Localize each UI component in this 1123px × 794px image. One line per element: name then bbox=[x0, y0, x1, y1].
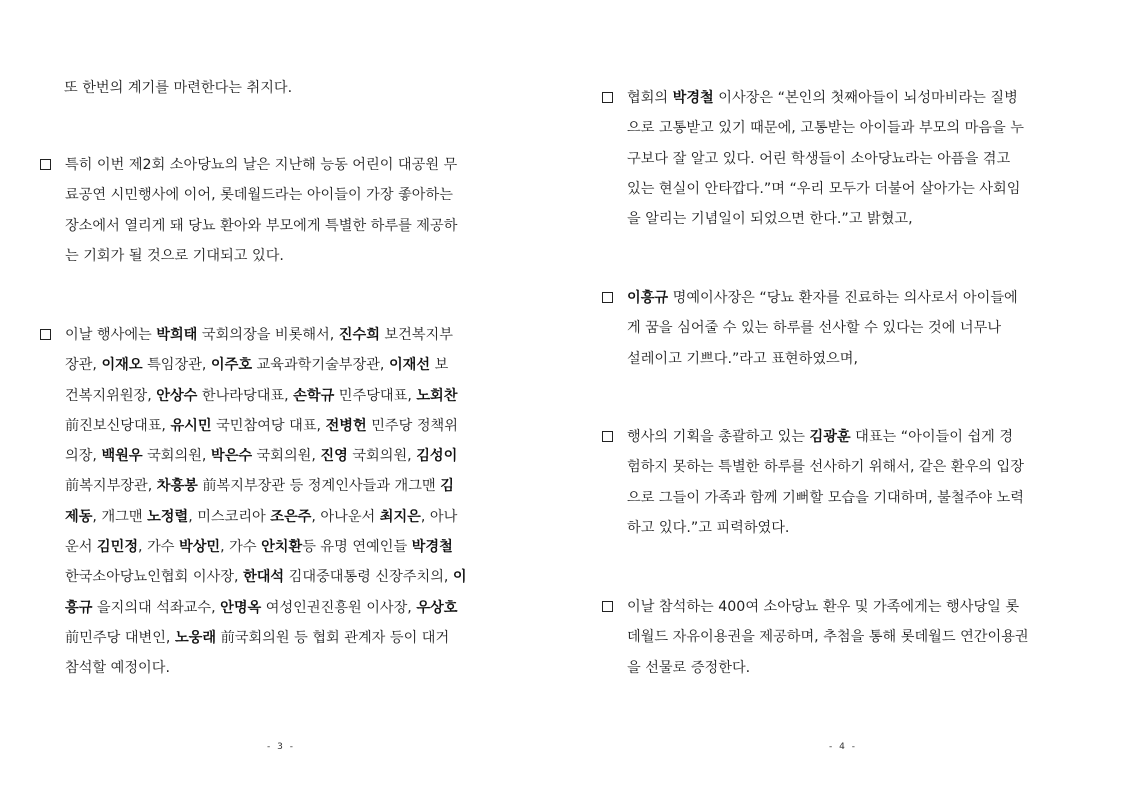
text-line bbox=[65, 471, 522, 501]
text-segment: 을지의대 석좌교수, bbox=[92, 599, 221, 616]
text-line bbox=[65, 502, 522, 532]
text-line: 특히 이번 제2회 소아당뇨의 날은 지난해 능동 어린이 대공원 무 bbox=[65, 157, 458, 173]
text-segment: , 미스코리아 bbox=[188, 508, 271, 525]
text-segment: 前복지부장관, bbox=[65, 478, 157, 495]
text-segment: 데월드 자유이용권을 제공하며, 추첨을 통해 롯데월드 연간이용권 bbox=[627, 629, 1029, 646]
person-name: 조은주 bbox=[270, 508, 312, 525]
text-segment: 을 선물로 증정한다. bbox=[627, 659, 751, 676]
text-segment: , 아나 bbox=[420, 508, 458, 525]
text-segment: 한국소아당뇨인협회 이사장, bbox=[65, 569, 243, 586]
text-segment: 하고 있다.”고 피력하였다. bbox=[627, 519, 790, 536]
text-segment: 게 꿈을 심어줄 수 있는 하루를 선사할 수 있다는 것에 너무나 bbox=[627, 320, 1002, 337]
text-segment: 김대중대통령 신장주치의, bbox=[284, 569, 453, 586]
text-segment: 명예이사장은 “당뇨 환자를 진료하는 의사로서 아이들에 bbox=[668, 290, 1018, 306]
text-segment: 이사장은 “본인의 첫째아들이 뇌성마비라는 질병 bbox=[713, 90, 1018, 106]
text-line bbox=[627, 452, 1084, 482]
person-name: 김성이 bbox=[416, 448, 458, 465]
person-name: 김광훈 bbox=[809, 429, 851, 445]
text-line bbox=[65, 320, 522, 350]
text-line bbox=[627, 113, 1084, 143]
person-name: 최지은 bbox=[379, 508, 421, 525]
text-line bbox=[65, 350, 522, 380]
person-name: 이흥규 bbox=[627, 290, 669, 306]
person-name: 박희태 bbox=[156, 327, 198, 343]
text-segment: 보건복지부 bbox=[379, 327, 453, 343]
person-name: 노회찬 bbox=[416, 387, 458, 404]
text-segment: 국민참여당 대표, bbox=[211, 417, 326, 434]
text-segment: 한나라당대표, bbox=[197, 387, 294, 404]
paragraph-continuation bbox=[64, 73, 524, 103]
paragraph-free-pass bbox=[602, 592, 1084, 683]
text-line bbox=[627, 513, 1084, 543]
person-name: 유시민 bbox=[170, 417, 212, 434]
text-segment: 등 유명 연예인들 bbox=[302, 539, 412, 556]
checkbox-square-icon bbox=[602, 292, 613, 303]
person-name: 우상호 bbox=[416, 599, 458, 616]
text-segment: 의장, bbox=[65, 448, 102, 465]
text-segment: 있는 현실이 안타깝다.”며 “우리 모두가 더불어 살아가는 사회임 bbox=[627, 180, 1021, 197]
text-segment: , 가수 bbox=[220, 539, 262, 556]
person-name: 백원우 bbox=[101, 448, 143, 465]
checkbox-square-icon bbox=[40, 329, 51, 340]
text-segment: 이날 참석하는 400여 소아당뇨 환우 및 가족에게는 행사당일 롯 bbox=[627, 599, 1020, 615]
text-segment: 교육과학기술부장관, bbox=[252, 357, 389, 374]
text-line bbox=[65, 562, 522, 592]
paragraph-event-venue bbox=[40, 150, 522, 271]
person-name: 이재오 bbox=[101, 357, 143, 374]
page-number: - 3 - bbox=[267, 742, 295, 752]
paragraph-honorary-chairman-quote bbox=[602, 283, 1084, 374]
text-segment: 참석할 예정이다. bbox=[65, 660, 170, 677]
text-line bbox=[65, 411, 522, 441]
paragraph-chairman-quote bbox=[602, 83, 1084, 234]
person-name: 안명옥 bbox=[220, 599, 262, 616]
checkbox-square-icon bbox=[602, 601, 613, 612]
text-segment: 설레이고 기쁘다.”라고 표현하였으며, bbox=[627, 350, 858, 367]
person-name: 차흥봉 bbox=[156, 478, 198, 495]
text-line bbox=[65, 381, 522, 411]
person-name: 박상민 bbox=[179, 539, 221, 556]
text-segment: 협회의 bbox=[627, 90, 673, 106]
checkbox-square-icon bbox=[40, 159, 51, 170]
text-segment: 건복지위원장, bbox=[65, 387, 157, 404]
text-line bbox=[65, 532, 522, 562]
text-segment: , 가수 bbox=[138, 539, 179, 556]
text-segment: 민주당대표, bbox=[334, 387, 417, 404]
text-segment: 국회의원, bbox=[347, 448, 417, 465]
person-name: 노정렬 bbox=[147, 508, 189, 525]
checkbox-square-icon bbox=[602, 431, 613, 442]
page-number: - 4 - bbox=[829, 742, 857, 752]
text-line bbox=[627, 653, 1084, 683]
text-segment: 前국회의원 등 협회 관계자 등이 대거 bbox=[216, 629, 450, 646]
person-name: 이 bbox=[452, 569, 467, 586]
text-line bbox=[627, 592, 1084, 622]
text-line bbox=[627, 313, 1084, 343]
text-line bbox=[627, 422, 1084, 452]
person-name: 김민정 bbox=[96, 539, 139, 556]
person-name: 박은수 bbox=[210, 448, 253, 465]
person-name: 진영 bbox=[320, 448, 348, 465]
text-segment: 국회의원, bbox=[252, 448, 321, 465]
text-line bbox=[65, 623, 522, 653]
text-line bbox=[65, 441, 522, 471]
person-name: 김 bbox=[440, 478, 454, 495]
person-name: 진수희 bbox=[338, 327, 380, 343]
paragraph-attendees bbox=[40, 320, 522, 684]
text-segment: , 개그맨 bbox=[92, 508, 148, 525]
person-name: 제동 bbox=[65, 508, 93, 525]
person-name: 전병헌 bbox=[325, 417, 367, 434]
checkbox-square-icon bbox=[602, 92, 613, 103]
text-line: 또 한번의 계기를 마련한다는 취지다. bbox=[64, 80, 293, 96]
text-segment: 대표는 “아이들이 쉽게 경 bbox=[850, 429, 1014, 445]
text-segment: 이날 행사에는 bbox=[65, 327, 157, 343]
person-name: 박경철 bbox=[672, 90, 714, 106]
text-line: 장소에서 열리게 돼 당뇨 환아와 부모에게 특별한 하루를 제공하 bbox=[65, 217, 458, 234]
person-name: 손학규 bbox=[293, 387, 335, 404]
paragraph-representative-quote bbox=[602, 422, 1084, 543]
text-segment: 민주당 정책위 bbox=[366, 417, 458, 434]
text-segment: 특임장관, bbox=[142, 357, 211, 374]
text-line: 료공연 시민행사에 이어, 롯데월드라는 아이들이 가장 좋아하는 bbox=[65, 187, 453, 204]
text-segment: 으로 고통받고 있기 때문에, 고통받는 아이들과 부모의 마음을 누 bbox=[627, 120, 1024, 137]
text-line bbox=[627, 144, 1084, 174]
page-4 bbox=[562, 0, 1123, 794]
text-line bbox=[627, 483, 1084, 513]
text-segment: 前진보신당대표, bbox=[65, 417, 171, 434]
text-segment: 운서 bbox=[65, 539, 97, 556]
text-segment: 구보다 잘 알고 있다. 어린 학생들이 소아당뇨라는 아픔을 겪고 bbox=[627, 150, 1011, 167]
page-3 bbox=[0, 0, 561, 794]
text-segment: 前복지부장관 등 정계인사들과 개그맨 bbox=[197, 478, 441, 495]
person-name: 박경철 bbox=[411, 539, 453, 556]
text-segment: 국회의원, bbox=[142, 448, 211, 465]
text-segment: 여성인권진흥원 이사장, bbox=[261, 599, 417, 616]
text-segment: 을 알리는 기념일이 되었으면 한다.”고 밝혔고, bbox=[627, 211, 913, 228]
text-segment: 前민주당 대변인, bbox=[65, 629, 175, 646]
text-line bbox=[627, 174, 1084, 204]
text-line bbox=[627, 283, 1084, 313]
text-segment: 장관, bbox=[65, 357, 102, 374]
text-segment: 으로 그들이 가족과 함께 기뻐할 모습을 기대하며, 불철주야 노력 bbox=[627, 489, 1024, 506]
person-name: 노웅래 bbox=[174, 629, 217, 646]
text-segment: 행사의 기획을 총괄하고 있는 bbox=[627, 429, 810, 445]
text-segment: , 아나운서 bbox=[311, 508, 380, 525]
person-name: 한대석 bbox=[243, 569, 285, 586]
text-line bbox=[627, 204, 1084, 234]
text-line bbox=[65, 593, 522, 623]
text-segment: 험하지 못하는 특별한 하루를 선사하기 위해서, 같은 환우의 입장 bbox=[627, 459, 1024, 476]
text-line bbox=[627, 622, 1084, 652]
person-name: 안상수 bbox=[156, 387, 198, 404]
text-line: 는 기회가 될 것으로 기대되고 있다. bbox=[65, 247, 284, 264]
person-name: 흥규 bbox=[65, 599, 93, 616]
text-line bbox=[627, 344, 1084, 374]
text-line bbox=[65, 653, 522, 683]
person-name: 안치환 bbox=[261, 539, 303, 556]
person-name: 이주호 bbox=[210, 357, 253, 374]
text-segment: 국회의장을 비롯해서, bbox=[197, 327, 339, 343]
person-name: 이재선 bbox=[388, 357, 431, 374]
text-segment: 보 bbox=[430, 357, 449, 374]
text-line bbox=[627, 83, 1084, 113]
